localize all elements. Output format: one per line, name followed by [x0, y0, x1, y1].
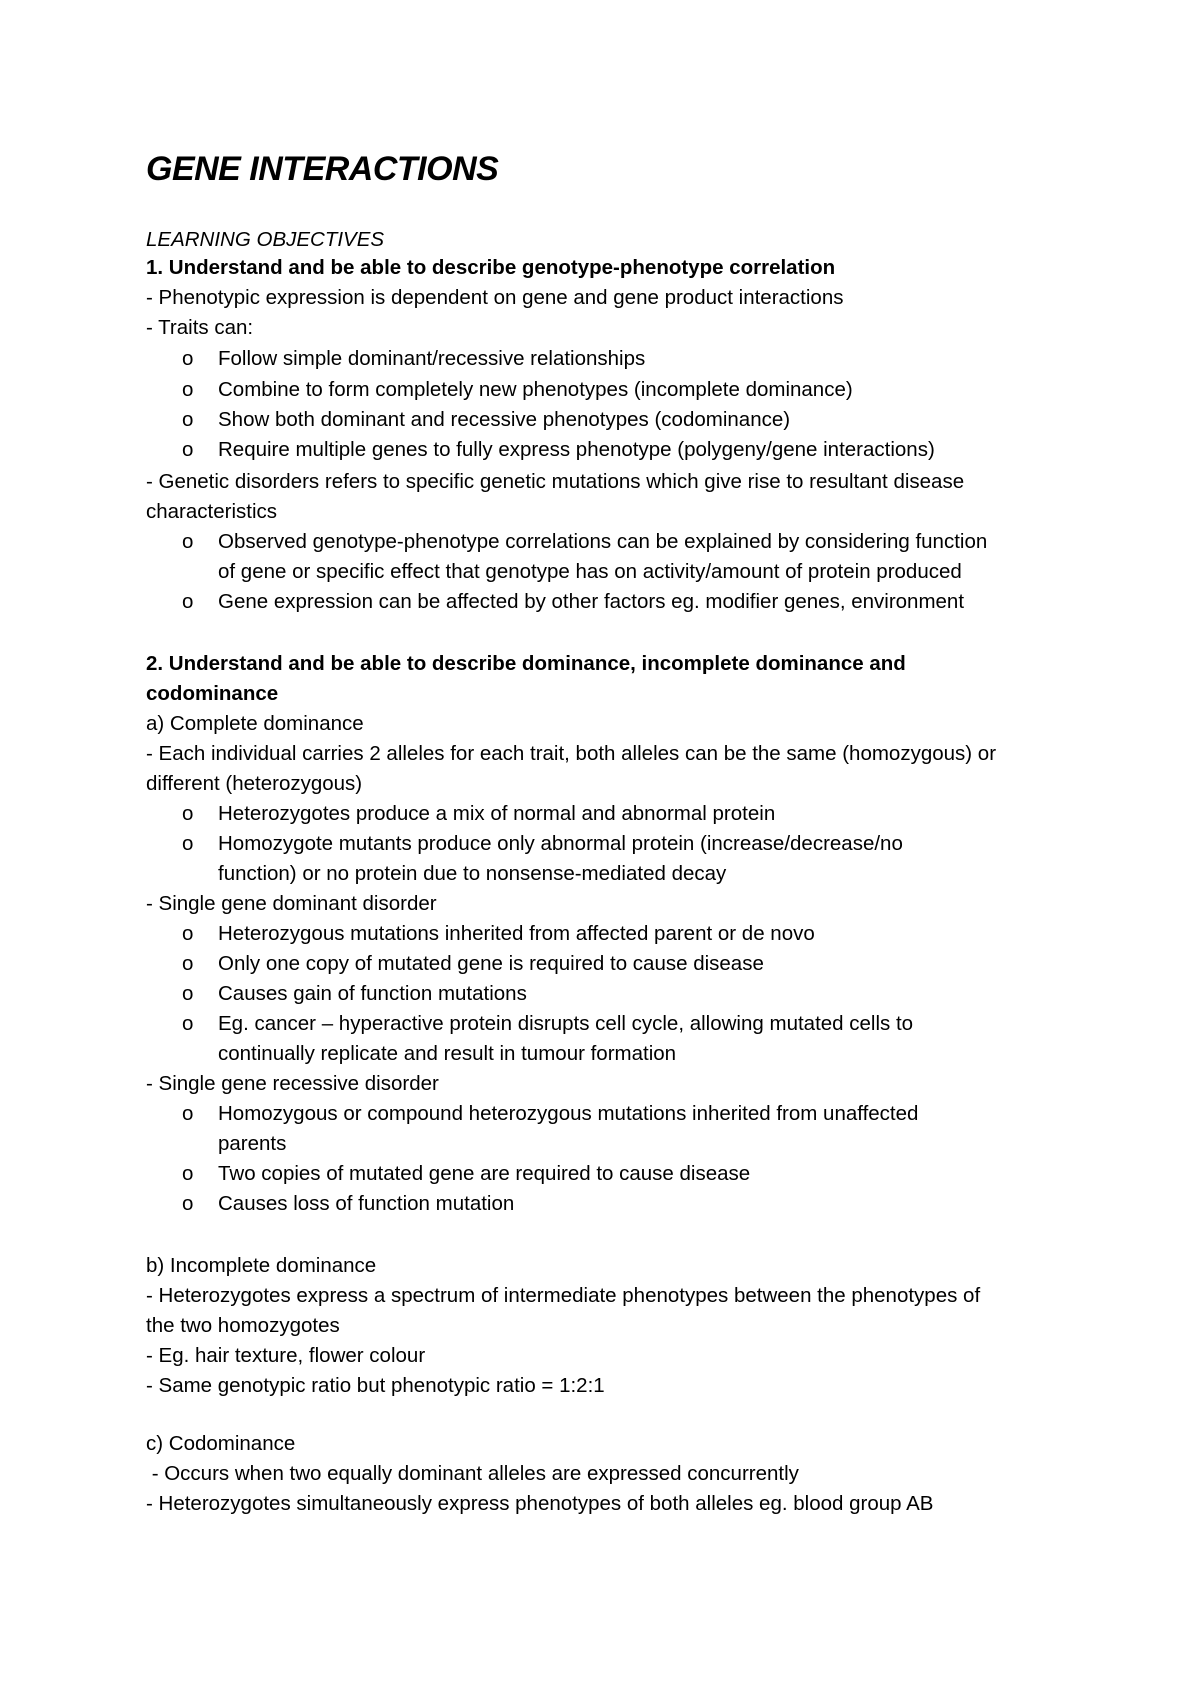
bullet-text: Require multiple genes to fully express phenotype (polygeny/gene interactions)	[218, 438, 935, 461]
bullet-marker: o	[182, 408, 194, 431]
objectives-label: LEARNING OBJECTIVES	[146, 228, 385, 251]
objective-2-heading: 2. Understand and be able to describe dominance, incomplete dominance and	[146, 652, 906, 675]
subsection-label: b) Incomplete dominance	[146, 1254, 377, 1277]
text-line: - Occurs when two equally dominant alleles are expressed concurrently	[146, 1462, 799, 1485]
bullet-marker: o	[182, 1012, 194, 1035]
bullet-text: Observed genotype-phenotype correlations can be explained by considering function	[218, 530, 988, 553]
text-line: - Phenotypic expression is dependent on gene and gene product interactions	[146, 286, 844, 309]
bullet-marker: o	[182, 1192, 194, 1215]
bullet-marker: o	[182, 832, 194, 855]
objective-1-heading: 1. Understand and be able to describe genotype-phenotype correlation	[146, 256, 836, 279]
bullet-text: continually replicate and result in tumour formation	[218, 1042, 677, 1065]
page-title: GENE INTERACTIONS	[146, 150, 499, 188]
text-line: - Eg. hair texture, flower colour	[146, 1344, 426, 1367]
text-line: - Traits can:	[146, 316, 254, 339]
text-line: - Each individual carries 2 alleles for each trait, both alleles can be the same (homozygous) or	[146, 742, 997, 765]
objective-2-heading-cont: codominance	[146, 682, 279, 705]
bullet-text: Eg. cancer – hyperactive protein disrupts cell cycle, allowing mutated cells to	[218, 1012, 914, 1035]
bullet-text: Heterozygotes produce a mix of normal and abnormal protein	[218, 802, 776, 825]
text-line: different (heterozygous)	[146, 772, 363, 795]
bullet-text: Homozygote mutants produce only abnormal protein (increase/decrease/no	[218, 832, 903, 855]
bullet-marker: o	[182, 347, 194, 370]
bullet-text: Heterozygous mutations inherited from affected parent or de novo	[218, 922, 815, 945]
bullet-marker: o	[182, 802, 194, 825]
bullet-marker: o	[182, 530, 194, 553]
text-line: - Heterozygotes simultaneously express phenotypes of both alleles eg. blood group AB	[146, 1492, 934, 1515]
text-line: - Single gene dominant disorder	[146, 892, 437, 915]
bullet-text: Gene expression can be affected by other factors eg. modifier genes, environment	[218, 590, 965, 613]
text-line: - Genetic disorders refers to specific genetic mutations which give rise to resultant disease	[146, 470, 965, 493]
text-line: - Same genotypic ratio but phenotypic ratio = 1:2:1	[146, 1374, 605, 1397]
bullet-marker: o	[182, 982, 194, 1005]
bullet-marker: o	[182, 378, 194, 401]
bullet-marker: o	[182, 590, 194, 613]
text-line: - Single gene recessive disorder	[146, 1072, 439, 1095]
bullet-text: of gene or specific effect that genotype has on activity/amount of protein produced	[218, 560, 962, 583]
text-line: characteristics	[146, 500, 278, 523]
bullet-text: Follow simple dominant/recessive relationships	[218, 347, 646, 370]
subsection-label: a) Complete dominance	[146, 712, 364, 735]
text-line: - Heterozygotes express a spectrum of intermediate phenotypes between the phenotypes of	[146, 1284, 981, 1307]
bullet-text: Only one copy of mutated gene is required to cause disease	[218, 952, 764, 975]
bullet-marker: o	[182, 438, 194, 461]
bullet-text: Homozygous or compound heterozygous mutations inherited from unaffected	[218, 1102, 919, 1125]
bullet-marker: o	[182, 1102, 194, 1125]
bullet-text: Two copies of mutated gene are required to cause disease	[218, 1162, 751, 1185]
bullet-text: Combine to form completely new phenotypes (incomplete dominance)	[218, 378, 853, 401]
subsection-label: c) Codominance	[146, 1432, 296, 1455]
bullet-marker: o	[182, 1162, 194, 1185]
bullet-text: Show both dominant and recessive phenotypes (codominance)	[218, 408, 791, 431]
text-line: the two homozygotes	[146, 1314, 340, 1337]
bullet-text: Causes gain of function mutations	[218, 982, 527, 1005]
bullet-marker: o	[182, 952, 194, 975]
bullet-text: Causes loss of function mutation	[218, 1192, 515, 1215]
bullet-text: function) or no protein due to nonsense-mediated decay	[218, 862, 727, 885]
bullet-text: parents	[218, 1132, 287, 1155]
bullet-marker: o	[182, 922, 194, 945]
